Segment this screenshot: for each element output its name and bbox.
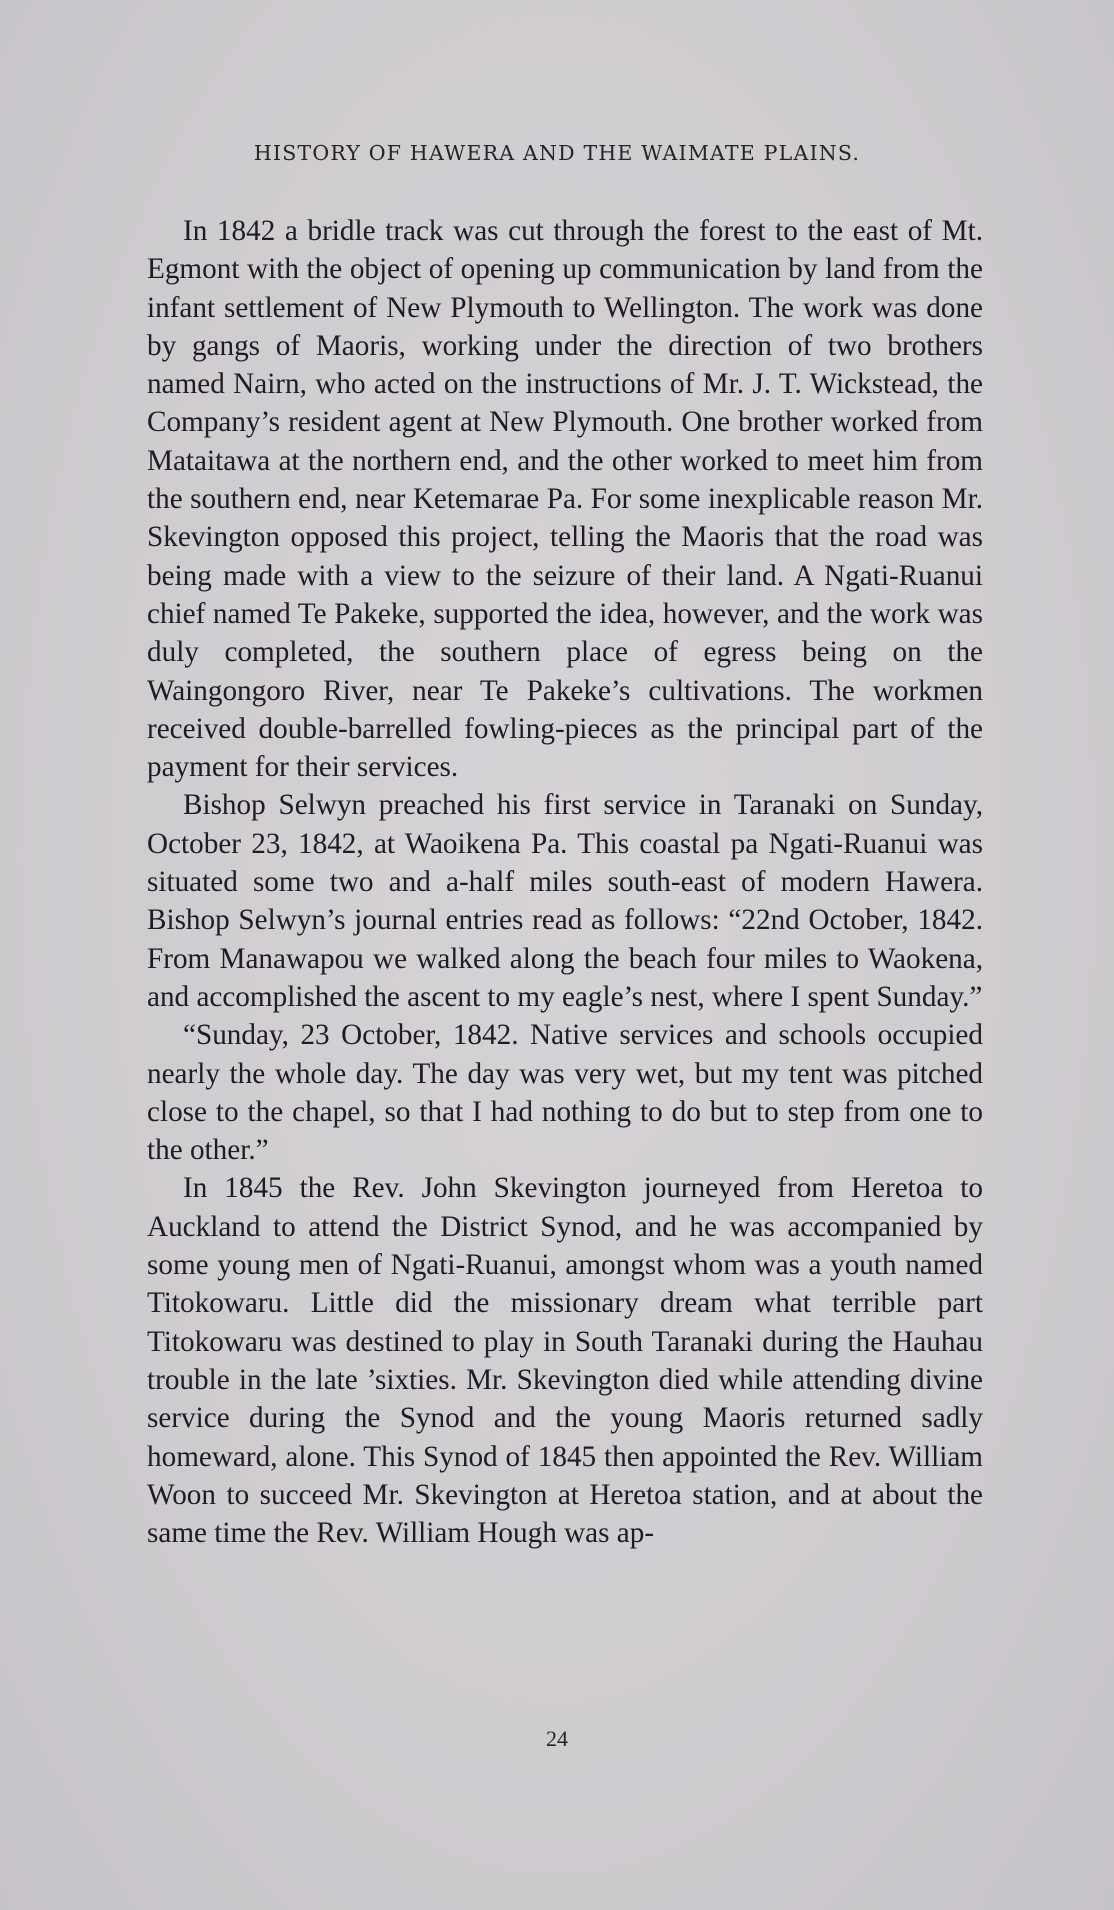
- body-text: [147, 212, 983, 1552]
- paragraph-synod-1845: In 1845 the Rev. John Skevington journeyed from Heretoa to Auckland to attend the District Synod, and he was accompanied by some young men of Ngati-Ruanui, amongst whom was a youth named Titokowaru. Little did the missionary dream what terrible part Titokowaru was destined to play in South Taranaki during the Hauhau trouble in the late ’sixties. Mr. Skevington died while attending divine service during the Synod and the young Maoris returned sadly homeward, alone. This Synod of 1845 then appointed the Rev. William Woon to succeed Mr. Skevington at Heretoa station, and at about the same time the Rev. William Hough was ap-: [147, 1172, 983, 1550]
- paragraph-bishop-selwyn: Bishop Selwyn preached his first service in Taranaki on Sunday, October 23, 1842, at Waoikena Pa. This coastal pa Ngati-Ruanui was situated some two and a-half miles south-east of modern Hawera. Bishop Selwyn’s journal entries read as follows: “22nd October, 1842. From Manawapou we walked along the beach four miles to Waokena, and accomplished the ascent to my eagle’s nest, where I spent Sunday.”: [147, 789, 983, 1013]
- running-head-title: HISTORY OF HAWERA AND THE WAIMATE PLAINS.: [253, 141, 861, 165]
- page-number: 24: [546, 1726, 568, 1751]
- paragraph-bridle-track: In 1842 a bridle track was cut through the forest to the east of Mt. Egmont with the object of opening up communication by land from the infant settlement of New Plymouth to Wellington. The work was done by gangs of Maoris, working under the direction of two brothers named Nairn, who acted on the instructions of Mr. J. T. Wickstead, the Company’s resident agent at New Plymouth. One brother worked from Mataitawa at the northern end, and the other worked to meet him from the southern end, near Ketemarae Pa. For some inexplicable reason Mr. Skevington opposed this project, telling the Maoris that the road was being made with a view to the seizure of their land. A Ngati-Ruanui chief named Te Pakeke, supported the idea, however, and the work was duly completed, the southern place of egress being on the Waingongoro River, near Te Pakeke’s cultivations. The workmen received double-barrelled fowling-pieces as the principal part of the payment for their services.: [147, 215, 983, 784]
- paragraph-journal-sunday: “Sunday, 23 October, 1842. Native services and schools occupied nearly the whole day. The day was very wet, but my tent was pitched close to the chapel, so that I had nothing to do but to step from one to the other.”: [147, 1019, 983, 1167]
